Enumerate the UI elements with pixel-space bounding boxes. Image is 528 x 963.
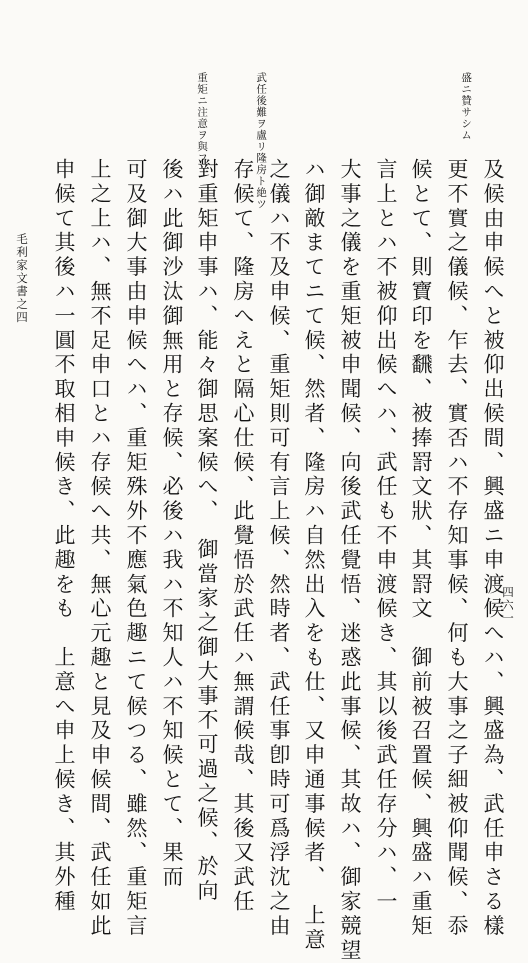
text-column: 上之上ハ、無不足申口とハ存候へ共、無心元趣と見及申候間、武任如此 xyxy=(88,158,112,939)
margin-note-taketo: 武任後難ヲ盧リ隆房ト絶ツ xyxy=(255,72,268,210)
text-column: 可及御大事由申候へハ、重矩殊外不應氣色趣ニて候つる、雖然、重矩言 xyxy=(124,158,148,939)
text-column: 更不實之儀候、乍去、實否ハ不存知事候、何も大事之子細被仰聞候、忝 xyxy=(445,158,469,939)
page-number: 四六一 xyxy=(501,586,515,625)
text-column: 對重矩申事ハ、能々御思案候へ、 御當家之御大事不可過之候、於向 xyxy=(195,158,219,904)
text-column: 後ハ此御沙汰御無用と存候、必後ハ我ハ不知人ハ不知候とて、果而 xyxy=(160,158,184,890)
margin-note-sakari: 盛ニ贊サシム xyxy=(460,72,473,141)
text-column: 存候て、隆房へえと隔心仕候、此覺悟於武任ハ無謂候哉、其後又武任 xyxy=(231,158,255,915)
text-column: 言上とハ不被仰出候へハ、武任も不申渡候き、其以後武任存分ハ、一 xyxy=(374,158,398,915)
text-column: 大事之儀を重矩被申聞候、向後武任覺悟、迷惑此事候、其故ハ、御家競望 xyxy=(338,158,362,963)
text-column: ハ御敵まてニて候、然者、隆房ハ自然出入をも仕、又申通事候者、 上意 xyxy=(302,158,326,953)
margin-note-shigenori: 重矩ニ注意ヲ與フ xyxy=(196,72,209,164)
text-column: 申候て其後ハ一圓不取相申候き、此趣をも 上意へ申上候き、其外種 xyxy=(52,158,76,915)
text-column: 候とて、則寶印を飜、被捧罸文狀、其罸文 御前被召置候、興盛ハ重矩 xyxy=(409,158,433,939)
running-title: 毛利家文書之四 xyxy=(15,233,29,324)
text-column: 及候由申候へと被仰出候間、興盛ニ申渡候へハ、興盛為、武任申さる樣 xyxy=(481,158,505,939)
text-column: 之儀ハ不及申候、重矩則可有言上候、然時者、武任事卽時可爲浮沈之由 xyxy=(267,158,291,939)
